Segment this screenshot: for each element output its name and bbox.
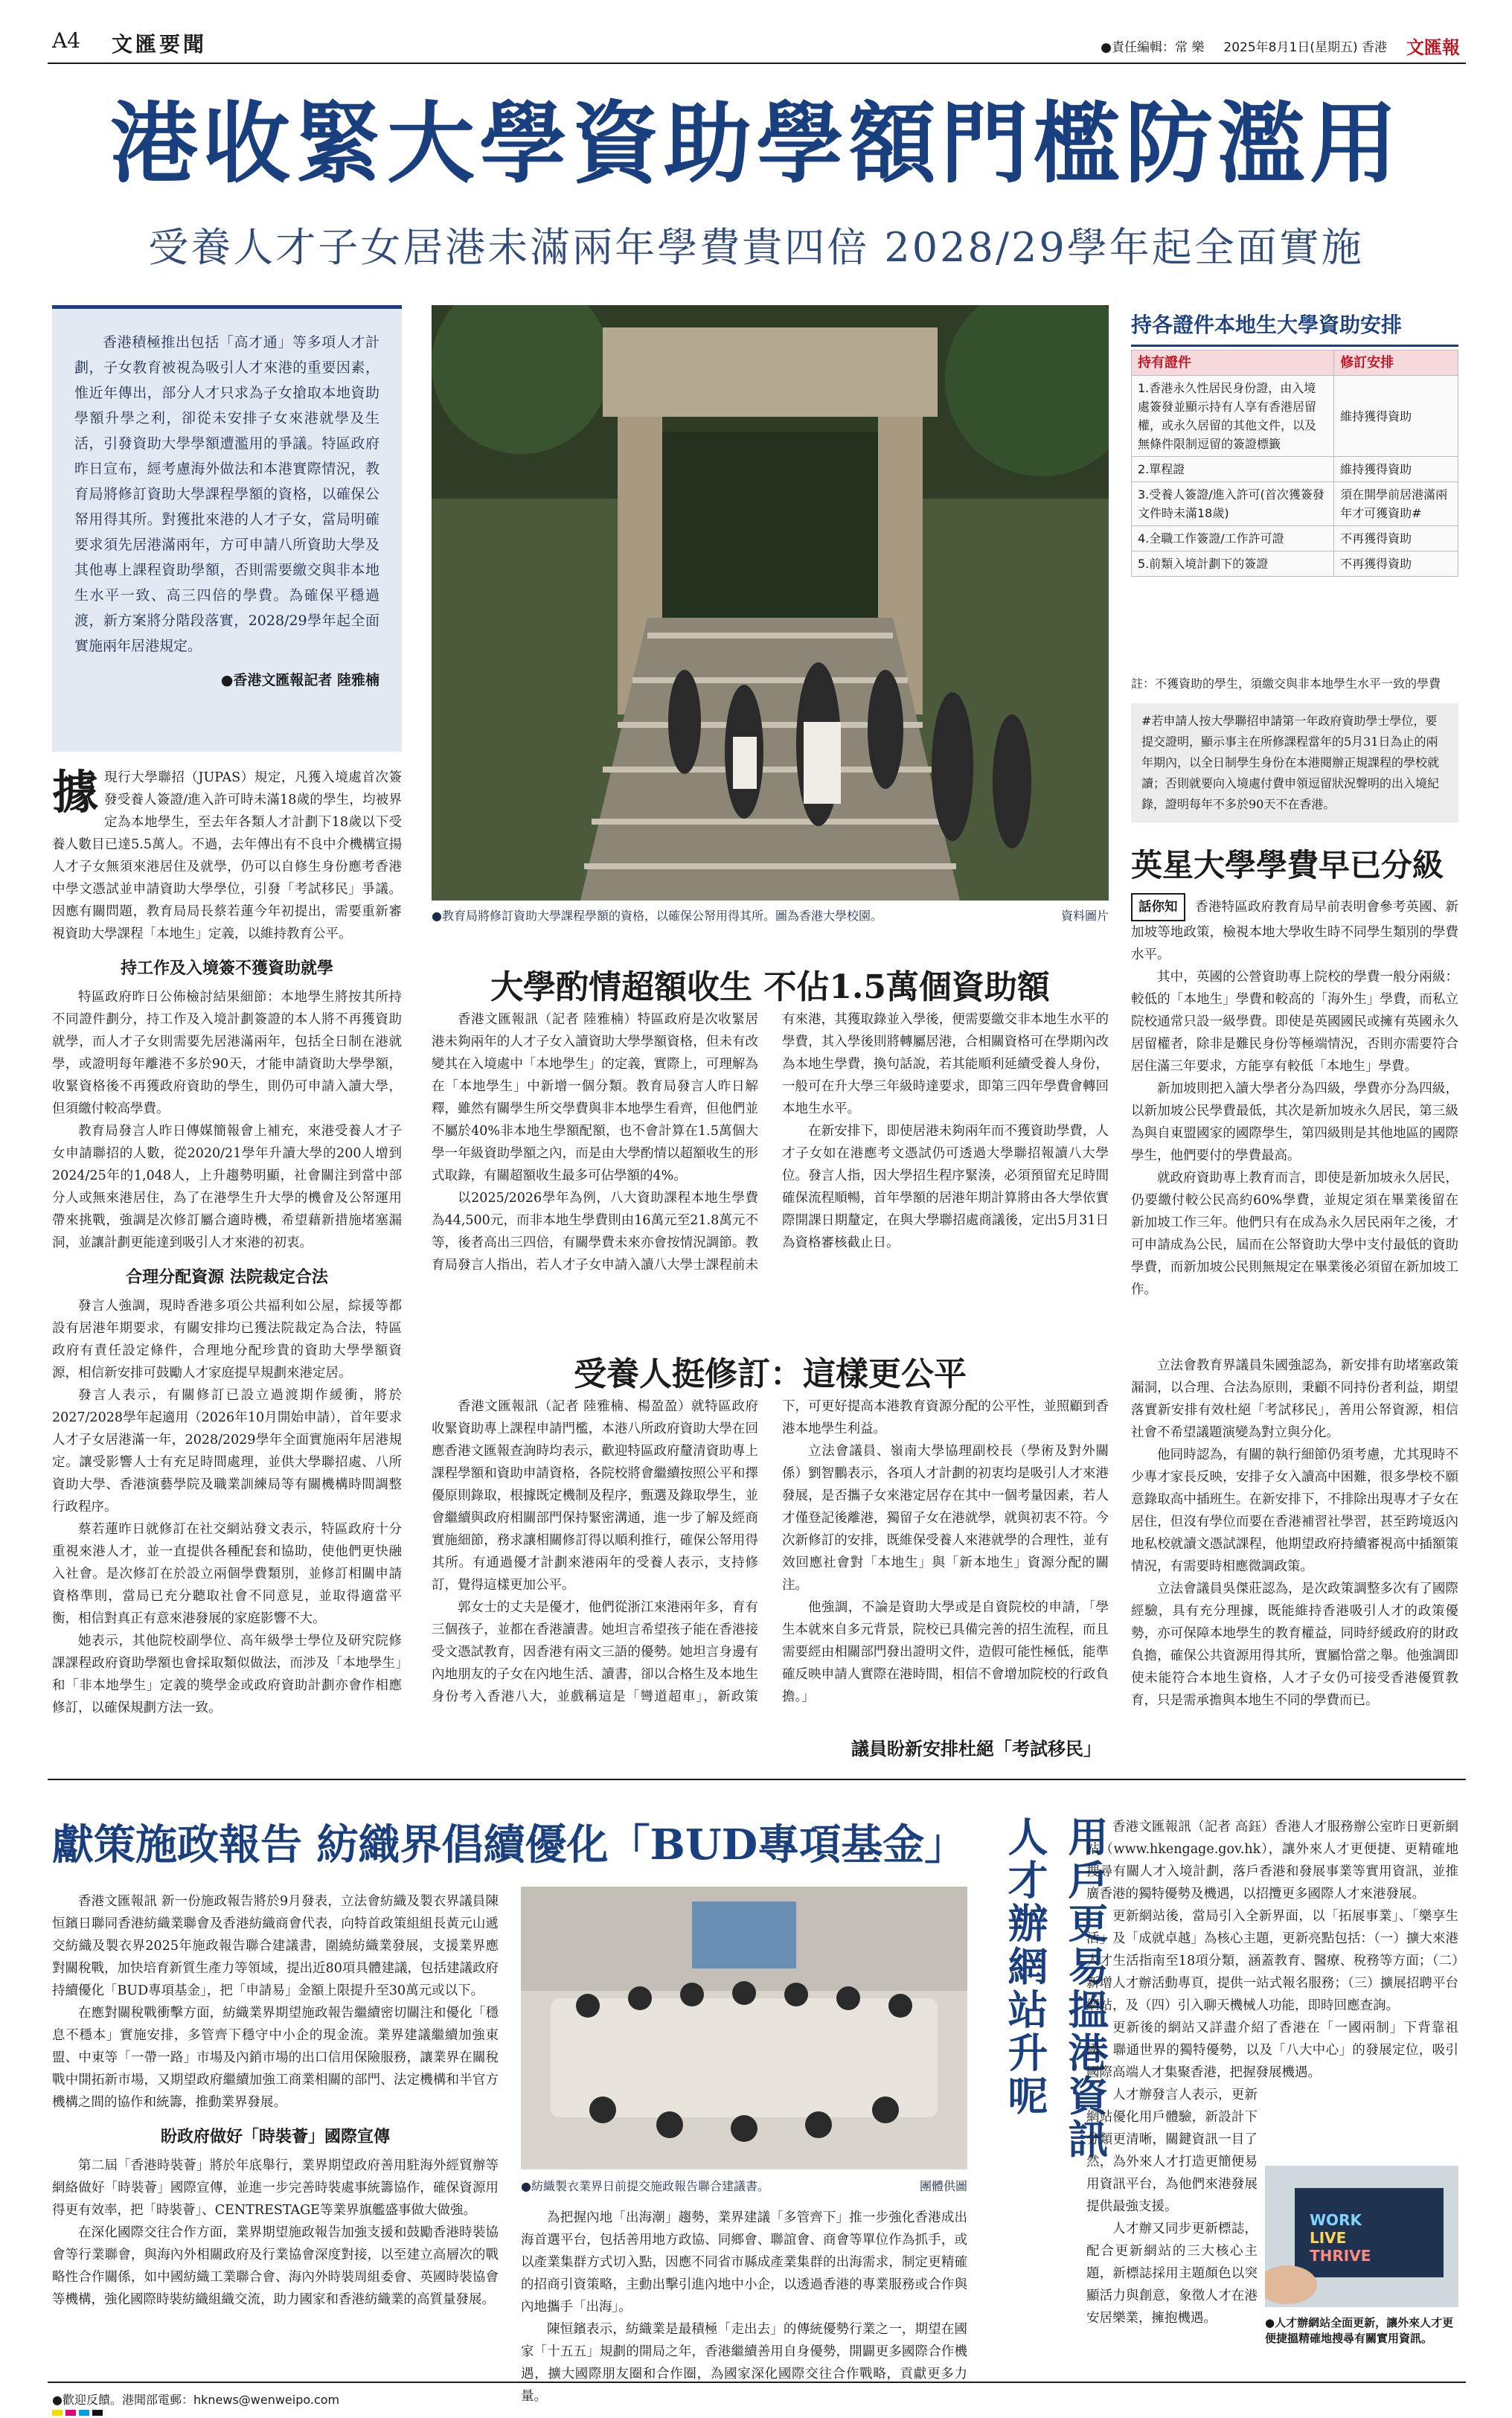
vertical-headline-line: 人才辦網站升呢	[1002, 1816, 1049, 2118]
table-note: 註：不獲資助的學生，須繳交與非本地學生水平一致的學費	[1131, 677, 1441, 691]
university-photo	[432, 305, 1109, 901]
paragraph: 以2025/2026學年為例，八大資助課程本地生學費為44,500元，而非本地生學費則由16萬元至21.8萬元不等，後者高出三四倍，有關學費未來亦會按情況調節。教育局發言人指出，若人才子女申請入讀八大學士課程前未有來港，其獲取錄並入學後，便需要繳交非本地生水平的學費，其入學後則將轉屬居港，合相關資格可在學期內改為本地生學費，換句話說，若其能順利延續受養人身份，一般可在升大學三年級時達要求，即第三四年學費會轉回本地生水平。	[432, 1012, 1109, 1273]
table-cell: 不再獲得資助	[1334, 551, 1458, 577]
vertical-headline-line: 用戶更易搵港資訊	[1062, 1816, 1109, 2161]
paragraph: 為把握內地「出海潮」趨勢，業界建議「多管齊下」推一步強化香港成出海首選平台，包括善用地方政協、同鄉會、聯誼會、商會等單位作為抓手，或以產業集群方式切入點，因應不同省市縣成產業集群的出海需求，制定更精確的招商引資策略，主動出擊引進內地中小企，以透過香港的專業服務或合作與內地攜手「出海」。	[521, 2210, 967, 2315]
table-title: 持各證件本地生大學資助安排	[1131, 309, 1458, 347]
screen-word: WORK	[1310, 2211, 1362, 2229]
article-body	[521, 2207, 967, 2408]
paragraph: 香港文匯報訊（記者 陸雅楠）特區政府是次收緊居港未夠兩年的人才子女入讀資助大學學額資格，但未有改變其在入境處中「本地學生」的定義，實際上，可理解為在「本地學生」中新增一個分類。教育局發言人昨日解釋，雖然有關學生所交學費與非本地學生看齊，但他們並不屬於40%非本地生學額配額，也不會計算在1.5萬個大學一年級資助學額之內，而是由大學酌情以超額收生的形式取錄，有關超額收生最多可佔學額的4%。	[432, 1012, 758, 1183]
paragraph: 他同時認為，有關的執行細節仍須考慮，尤其現時不少專才家長反映，安排子女入讀高中困難，很多學校不願意錄取高中插班生。在新安排下，不排除出現專才子女在居住，但沒有學位而要在香港補習社學習，甚至跨境返內地私校就讀文憑試課程，他期望政府持續審視高中插額策情況，有需要時相應微調政策。	[1131, 1448, 1458, 1574]
footer-contact: ●歡迎反饋。港聞部電郵：hknews@wenweipo.com	[52, 2393, 340, 2407]
meeting-photo-illustration	[521, 1887, 967, 2169]
photo-caption-text: ●紡織製衣業界日前提交施政報告聯合建議書。	[521, 2179, 769, 2193]
paragraph: 在應對關稅戰衝擊方面，紡織業界期望施政報告繼續密切關注和優化「穩息不穩本」實施安排，多管齊下穩守中小企的現金流。業界建議繼續加強東盟、中東等「一帶一路」市場及內銷市場的出口信用保險服務，讓業界在關稅戰中開拓新市場，又期望政府繼續加強工商業相關的部門、法定機構和半官方機構之間的協作和統籌，推動業界發展。	[52, 2006, 499, 2110]
paragraph: 人才辦又同步更新標誌，配合更新網站的三大核心主題，新標誌採用主題顏色以突顯活力與創意，象徵人才在港安居樂業，擁抱機遇。	[1086, 2222, 1258, 2326]
article-body	[1131, 1354, 1458, 1712]
table-cell: 維持獲得資助	[1334, 457, 1458, 482]
editor-credit: ●責任編輯：常 樂	[1101, 40, 1205, 55]
paragraph: 更新網站後，當局引入全新界面，以「拓展事業」、「樂享生活」及「成就卓越」為核心主題，更新亮點包括：（一）擴大來港人才生活指南至18項分類，涵蓋教育、醫療、稅務等方面；（二）新增人才辦活動專頁，提供一站式報名服務；（三）擴展招聘平台網站，及（四）引入聊天機械人功能，即時回應查詢。	[1086, 1909, 1458, 2013]
paragraph: 其中，英國的公營資助專上院校的學費一般分兩級：較低的「本地生」學費和較高的「海外生」學費，而私立院校通常只設一級學費。即使是英國國民或擁有英國永久居留權者，除非是難民身份等極端情況，否則亦需要符合居住滿三年要求，方能享有較低「本地生」學費。	[1131, 970, 1458, 1074]
table-cell: 維持獲得資助	[1334, 376, 1458, 457]
main-headline: 港收緊大學資助學額門檻防濫用	[109, 92, 1402, 195]
header-meta	[1101, 33, 1460, 59]
paragraph	[1131, 893, 1458, 966]
paragraph: 人才辦發言人表示，更新網站優化用戶體驗，新設計下分類更清晰，關鍵資訊一目了然，為外來人才打造更簡便易用資訊平台，為他們來港發展提供最強支援。	[1086, 2088, 1258, 2214]
table-cell: 3.受養人簽證/進入許可(首次獲簽發文件時未滿18歲)	[1132, 482, 1334, 526]
paragraph: 她表示，其他院校副學位、高年級學士學位及研究院修課課程政府資助學額也會採取類似做法，而涉及「本地學生」和「非本地學生」定義的獎學金或政府資助計劃亦會作相應修訂，以確保規劃方法一致。	[52, 1634, 402, 1715]
photo-credit: 團體供圖	[919, 2179, 967, 2193]
left-column	[52, 767, 402, 1719]
table-row	[1132, 457, 1458, 482]
table-cell: 4.全職工作簽證/工作許可證	[1132, 526, 1334, 551]
header-rule	[48, 63, 1466, 64]
table-cell: 2.單程證	[1132, 457, 1334, 482]
lead-text: 現行大學聯招（JUPAS）規定，凡獲入境處首次簽發受養人簽證/進入許可時未滿18歲的學生，均被界定為本地學生，至去年各類人才計劃下18歲以下受養人數目已達5.5萬人。不過，去年傳出有不良中介機構宣揚人才子女無須來港居住及就學，仍可以自修生身份應考香港中學文憑試並申請資助大學學位，引發「考試移民」爭議。因應有關問題，教育局局長蔡若蓮今年初提出，需要重新審視資助大學課程「本地生」定義，以維持教育公平。	[52, 770, 402, 941]
table-header: 持有證件	[1132, 351, 1334, 376]
eligibility-table	[1131, 350, 1458, 577]
paragraph: 更新後的網站又詳盡介紹了香港在「一國兩制」下背靠祖國、聯通世界的獨特優勢，以及「八大中心」的發展定位，吸引國際高端人才集聚香港，把握發展機遇。	[1086, 2021, 1458, 2080]
meeting-photo	[521, 1887, 967, 2169]
table-cell: 1.香港永久性居民身份證，由入境處簽發並顯示持有人享有香港居留權，或永久居留的其他文件，以及無條件限制逗留的簽證標籤	[1132, 376, 1334, 457]
color-swatch	[92, 2410, 103, 2416]
photo-caption	[521, 2177, 967, 2194]
paragraph: 發言人強調，現時香港多項公共福利如公屋，綜援等都設有居港年期要求，有關安排均已獲法院裁定為合法，特區政府有責任設定條件，合理地分配珍貴的資助大學學額資源，相信新安排可鼓勵人才家庭提早規劃來港定居。	[52, 1299, 402, 1381]
article-headline: 英星大學學費早已分級	[1131, 847, 1444, 883]
color-swatch	[65, 2410, 76, 2416]
lead-paragraph	[52, 767, 402, 945]
paragraph: 郭女士的丈夫是優才，他們從浙江來港兩年多，育有三個孩子，並都在香港讀書。她坦言希望孩子能在香港接受文憑試教育，因香港有兩文三語的優勢。她坦言身邊有內地朋友的子女在內地生活、讀書，卻以合格生及本地生身份考入香港八大，並戲稱這是「彎道超車」，新政策下，可更好提高本港教育資源分配的公平性，並照顧到香港本地學生利益。	[432, 1399, 1109, 1704]
subheading: 議員盼新安排杜絕「考試移民」	[851, 1739, 1101, 1759]
article-headline: 大學酌情超額收生 不佔1.5萬個資助額	[490, 968, 1050, 1006]
paragraph: 立法會議員、嶺南大學協理副校長（學術及對外關係）劉智鵬表示，各項人才計劃的初衷均是吸引人才來港發展，是否攜子女來港定居存在其中一個考量因素，若人才僅登記後離港，獨留子女在港就學，就與初衷不符。今次新修訂的安排，既維保受養人來港就學的合理性，並有效回應社會對「本地生」與「新本地生」資源分配的關注。	[782, 1444, 1109, 1593]
footer-rule	[48, 2382, 1466, 2383]
article-body	[1131, 893, 1458, 1301]
paragraph: 陳恒鑌表示，紡織業是最積極「走出去」的傳統優勢行業之一，期望在國家「十五五」規劃的開局之年，香港繼續善用自身優勢，開闢更多國際合作機遇，擴大國際朋友圈和合作圈，為國家深化國際交往合作戰略，貢獻更多力量。	[521, 2322, 967, 2404]
table-cell: 5.前類入境計劃下的簽證	[1132, 551, 1334, 577]
color-swatch	[52, 2410, 63, 2416]
article-body	[432, 1008, 1109, 1276]
paragraph: 教育局發言人昨日傳媒簡報會上補充，來港受養人才子女申請聯招的人數，從2020/21學年升讀大學的200人增到2024/25年的1,048人，上升趨勢明顯，社會關注到當中部分人或無來港居住，為了在港學生升大學的機會及公帑運用帶來挑戰，強調是次修訂屬合適時機，希望藉新措施堵塞漏洞，並讓計劃更能達到吸引人才來港的初衷。	[52, 1124, 402, 1250]
article-headline: 受養人挺修訂：這樣更公平	[574, 1355, 967, 1393]
screen-word: THRIVE	[1310, 2247, 1371, 2265]
screen-word: LIVE	[1310, 2229, 1347, 2247]
subheading: 盼政府做好「時裝薈」國際宣傳	[160, 2128, 390, 2146]
section-divider	[48, 1779, 1466, 1780]
article-body	[52, 1890, 499, 2311]
table-cell: 不再獲得資助	[1334, 526, 1458, 551]
color-swatch	[79, 2410, 89, 2416]
paragraph: 在新安排下，即使居港未夠兩年而不獲資助學費，人才子女如在港應考文憑試仍可透過大學聯招報讀八大學位。發言人指，因大學招生程序緊湊，必須預留充足時間確保流程順暢，首年學額的居港年期計算將由各大學依實際開課日期釐定，在與大學聯招處商議後，定出5月31日為資格審核截止日。	[782, 1124, 1109, 1250]
paragraph: 立法會議員吳傑莊認為，是次政策調整多次有了國際經驗，具有充分理據，既能維持香港吸引人才的政策優勢，亦可保障本地學生的教育權益，同時紓緩政府的財政負擔，確保公共資源用得其所，實屬恰當之舉。他強調即使未能符合本地生資格，人才子女仍可接受香港優質教育，只是需承擔與本地生不同的學費而已。	[1131, 1581, 1458, 1708]
issue-date: 2025年8月1日(星期五) 香港	[1223, 40, 1387, 55]
photo-caption: ●人才辦網站全面更新，讓外來人才更便捷搵精確地搜尋有關實用資訊。	[1265, 2316, 1454, 2345]
photo-caption-text: ●教育局將修訂資助大學課程學額的資格，以確保公帑用得其所。圖為香港大學校園。	[432, 909, 882, 923]
paragraph: 第二屆「香港時裝薈」將於年底舉行，業界期望政府善用駐海外經貿辦等網絡做好「時裝薈」國際宣傳，並進一步完善時裝處事統籌協作，確保資源用得更有效率，把「時裝薈」、CENTRESTAGE等業界旗艦盛事做大做強。	[52, 2158, 499, 2218]
paragraph-text: 香港特區政府教育局早前表明會參考英國、新加坡等地政策，檢視本地大學收生時不同學生類別的學費水平。	[1131, 900, 1458, 962]
paragraph: 立法會教育界議員朱國強認為，新安排有助堵塞政策漏洞，以合理、合法為原則，秉顧不同持份者利益，期望落實新安排有效杜絕「考試移民」，善用公帑資源，相信社會不希望議題演變為對立與分化。	[1131, 1358, 1458, 1440]
table-row	[1132, 482, 1458, 526]
photo-caption	[432, 906, 1109, 924]
paragraph: 蔡若蓮昨日就修訂在社交網站發文表示，特區政府十分重視來港人才，並一直提供各種配套和協助，使他們更快融入社會。是次修訂在於設立兩個學費類別，並修訂相關申請資格準則，當局已充分聽取社會不同意見，並取得適當平衡，相信對真正有意來港發展的家庭影響不大。	[52, 1522, 402, 1626]
subheading: 持工作及入境簽不獲資助就學	[120, 959, 333, 978]
paragraph: 新加坡則把入讀大學者分為四級，學費亦分為四級，以新加坡公民學費最低，其次是新加坡永久居民，第三級為與自東盟國家的國際學生，第四級則是其他地區的國際學生，他們要付的學費最高。	[1131, 1081, 1458, 1163]
table-row	[1132, 551, 1458, 577]
university-photo-illustration	[432, 305, 1109, 901]
sub-headline: 受養人才子女居港未滿兩年學費貴四倍 2028/29學年起全面實施	[148, 224, 1364, 271]
paper-logo: 文匯報	[1406, 37, 1460, 58]
table-footnote: #若申請人按大學聯招申請第一年政府資助學士學位，要提交證明，顯示事主在所修課程當年的5月31日為止的兩年期內，以全日制學生身份在本港閱辦正規課程的學校就讀；否則就要向入境處付費申領逗留狀況聲明的出入境紀錄，證明每年不多於90天不在香港。	[1131, 703, 1458, 822]
table-row	[1132, 376, 1458, 457]
paragraph: 特區政府昨日公佈檢討結果細節：本地學生將按其所持不同證件劃分，持工作及入境計劃簽證的本人將不再獲資助就學，而人才子女則需要先居港滿兩年，包括全日制在港就學，或證明每年離港不多於90天，才能申請資助大學學額，收緊資格後不再獲政府資助的學生，則仍可申請入讀大學，但須繳付較高學費。	[52, 990, 402, 1116]
drop-cap: 據	[52, 765, 99, 819]
vertical-headline	[997, 1816, 1109, 2161]
table-header-row	[1132, 351, 1458, 376]
paragraph: 香港文匯報訊（記者 高鈺）香港人才服務辦公室昨日更新網站（www.hkengage.gov.hk），讓外來人才更便捷、更精確地搜尋有關人才入境計劃，落戶香港和發展事業等實用資訊，並推廣香港的獨特優勢及機遇，以招攬更多國際人才來港發展。	[1086, 1820, 1458, 1902]
laptop-screen-illustration	[1265, 2166, 1458, 2307]
intro-byline: ●香港文匯報記者 陸雅楠	[220, 672, 379, 688]
intro-text: 香港積極推出包括「高才通」等多項人才計劃，子女教育被視為吸引人才來港的重要因素，惟近年傳出，部分人才只求為子女搶取本地資助學額升學之利，卻從未安排子女來港就學及生活，引發資助大學學額遭濫用的爭議。特區政府昨日宣布，經考慮海外做法和本港實際情況，教育局將修訂資助大學課程學額的資格，以確保公帑用得其所。對獲批來港的人才子女，當局明確要求須先居港滿兩年，方可申請八所資助大學及其他專上課程資助學額，否則需要繳交與非本地生水平一致、高三四倍的學費。為確保平穩過渡，新方案將分階段落實，2028/29學年起全面實施兩年居港規定。	[74, 334, 379, 654]
article-headline: 獻策施政報告 紡織界倡續優化「BUD專項基金」	[52, 1820, 967, 1870]
print-color-bar	[52, 2410, 103, 2416]
paragraph: 發言人表示，有關修訂已設立過渡期作緩衝，將於2027/2028學年起適用（2026年10月開始申請），首年要求人才子女居港滿一年，2028/2029學年全面實施兩年居港規定。讓受影響人士有充足時間處理，並供大學聯招處、八所資助大學、香港演藝學院及職業訓練局等有關機構時間調整行政程序。	[52, 1388, 402, 1515]
table-header: 修訂安排	[1334, 351, 1458, 376]
page-number: A4	[52, 28, 81, 53]
table-notes	[1131, 674, 1458, 822]
paragraph: 香港文匯報訊 新一份施政報告將於9月發表，立法會紡織及製衣界議員陳恒鑌日聯同香港紡織業聯會及香港紡織商會代表，向特首政策組組長黃元山遞交紡織及製衣界2025年施政報告聯合建議書，圍繞紡織業發展，支援業界應對關稅戰，加快培育新質生產力等領域，提出近80項具體建議，包括建議政府持續優化「BUD專項基金」，把「申請易」金額上限提升至30萬元或以下。	[52, 1894, 499, 1998]
paragraph: 香港文匯報訊（記者 陸雅楠、楊盈盈）就特區政府收緊資助專上課程申請門檻，本港八所政府資助大學在回應香港文匯報查詢時均表示，歡迎特區政府釐清資助專上課程學額和資助申請資格，各院校將會繼續按照公平和擇優原則錄取，根據既定機制及程序，甄選及錄取學生，並會繼續與政府相關部門保持緊密溝通，進一步了解及經商實施細節，務求讓相關修訂得以順利推行，確保公帑用得其所。有通過優才計劃來港兩年的受養人表示，支持修訂，覺得這樣更加公平。	[432, 1399, 758, 1593]
paragraph: 就政府資助專上教育而言，即使是新加坡永久居民，仍要繳付較公民高約60%學費，並規定須在畢業後留在新加坡工作三年。他們只有在成為永久居民兩年之後，才可申請成為公民，屆而在公帑資助大學中支付最低的資助學費，而新加坡公民則無規定在畢業後必須留在新加坡工作。	[1131, 1171, 1458, 1297]
section-title: 文匯要聞	[112, 32, 208, 57]
intro-box	[52, 305, 402, 752]
paragraph: 在深化國際交往合作方面，業界期望施政報告加強支援和鼓勵香港時裝協會等行業聯會，與海內外相關政府及行業協會深度對接，以至建立高層次的戰略性合作關係，如中國紡織工業聯合會、海內外時裝周組委會、英國時裝協會等機構，強化國際時裝紡織組織交流，助力國家和香港紡織業的高質量發展。	[52, 2225, 499, 2307]
table-row	[1132, 526, 1458, 551]
table-cell: 須在開學前居港滿兩年才可獲資助#	[1334, 482, 1458, 526]
article-body	[432, 1395, 1109, 1708]
subheading: 合理分配資源 法院裁定合法	[126, 1268, 328, 1287]
did-you-know-tag: 話你知	[1131, 893, 1185, 921]
website-photo	[1265, 2166, 1458, 2307]
paragraph: 他強調，不論是資助大學或是自資院校的申請，「學生本就來自多元背景，院校已具備完善的招生流程，而且需要經由相關部門發出證明文件，造假可能性極低，能準確反映申請人實際在港時間，相信不會增加院校的行政負擔。」	[782, 1600, 1109, 1704]
photo-credit: 資料圖片	[1060, 909, 1109, 923]
